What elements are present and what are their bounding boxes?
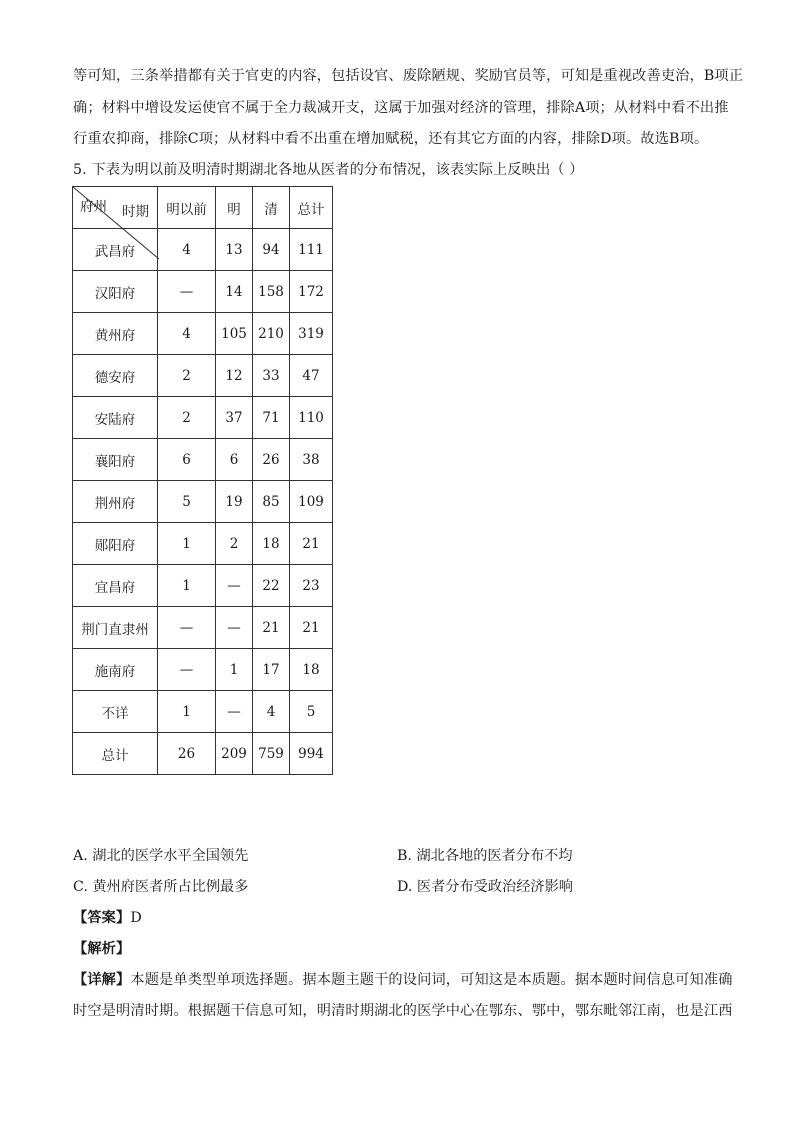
table-row: [73, 523, 333, 565]
table-cell: 4: [158, 313, 216, 355]
table-cell: 111: [290, 229, 333, 271]
table-cell: 13: [216, 229, 253, 271]
table-cell: 47: [290, 355, 333, 397]
table-cell: —: [216, 565, 253, 607]
detail-line-1: [73, 970, 733, 990]
table-cell: 6: [158, 439, 216, 481]
table-cell: 襄阳府: [73, 439, 158, 481]
table-cell: —: [216, 691, 253, 733]
period-label: 时期: [122, 204, 149, 220]
prefecture-label: 府州: [80, 199, 107, 215]
table-cell: 172: [290, 271, 333, 313]
table-cell: 21: [290, 607, 333, 649]
table-cell: 施南府: [73, 649, 158, 691]
table-cell: 759: [253, 733, 290, 775]
table-cell: 21: [290, 523, 333, 565]
table-row: [73, 439, 333, 481]
answer-label: 【答案】: [73, 910, 131, 926]
option-d: D. 医者分布受政治经济影响: [397, 879, 573, 895]
table-cell: 1: [216, 649, 253, 691]
table-cell: 94: [253, 229, 290, 271]
table-cell: 158: [253, 271, 290, 313]
table-cell: 荆门直隶州: [73, 607, 158, 649]
table-cell: 2: [216, 523, 253, 565]
table-cell: 21: [253, 607, 290, 649]
table-cell: 109: [290, 481, 333, 523]
table-cell: 33: [253, 355, 290, 397]
table-cell: 4: [253, 691, 290, 733]
table-cell: 85: [253, 481, 290, 523]
table-cell: 荆州府: [73, 481, 158, 523]
table-cell: 38: [290, 439, 333, 481]
table-row: [73, 607, 333, 649]
table-cell: 1: [158, 691, 216, 733]
table-row: [73, 355, 333, 397]
table-cell: 23: [290, 565, 333, 607]
intro-line-1: 等可知，三条举措都有关于官吏的内容，包括设官、废除陋规、奖励官员等，可知是重视改善吏治，B项正: [73, 68, 744, 84]
table-header-row: [73, 187, 333, 229]
table-row: [73, 313, 333, 355]
table-cell: 12: [216, 355, 253, 397]
table-cell: —: [158, 607, 216, 649]
detail-text-1: 本题是单类型单项选择题。据本题主题干的设问词，可知这是本质题。据本题时间信息可知准确: [130, 972, 733, 988]
table-row: [73, 733, 333, 775]
table-cell: 郧阳府: [73, 523, 158, 565]
option-b: B. 湖北各地的医者分布不均: [397, 848, 573, 864]
intro-line-2: 确；材料中增设发运使官不属于全力裁减开支，这属于加强对经济的管理，排除A项；从材料中看不出推: [73, 100, 729, 116]
table-cell: —: [216, 607, 253, 649]
table-cell: 德安府: [73, 355, 158, 397]
table-cell: 209: [216, 733, 253, 775]
table-cell: —: [158, 649, 216, 691]
table-cell: 不详: [73, 691, 158, 733]
table-cell: 994: [290, 733, 333, 775]
table-cell: 1: [158, 565, 216, 607]
table-cell: 总计: [73, 733, 158, 775]
table-cell: 2: [158, 355, 216, 397]
intro-line-3: 行重农抑商，排除C项；从材料中看不出重在增加赋税，还有其它方面的内容，排除D项。故选B项。: [73, 131, 709, 147]
table-cell: 武昌府: [73, 229, 158, 271]
table-cell: 汉阳府: [73, 271, 158, 313]
table-cell: 18: [290, 649, 333, 691]
table-cell: 2: [158, 397, 216, 439]
table-cell: 18: [253, 523, 290, 565]
distribution-table: [72, 186, 333, 775]
table-cell: 6: [216, 439, 253, 481]
table-cell: —: [158, 271, 216, 313]
table-row: [73, 481, 333, 523]
table-cell: 37: [216, 397, 253, 439]
table-cell: 105: [216, 313, 253, 355]
column-header: 清: [253, 187, 290, 229]
detail-label: 【详解】: [73, 972, 131, 988]
table-cell: 黄州府: [73, 313, 158, 355]
table-cell: 1: [158, 523, 216, 565]
column-header: 明以前: [158, 187, 216, 229]
option-a: A. 湖北的医学水平全国领先: [73, 848, 249, 864]
column-header: 总计: [290, 187, 333, 229]
table-cell: 4: [158, 229, 216, 271]
table-cell: 19: [216, 481, 253, 523]
answer-line: [73, 908, 723, 928]
table-cell: 26: [158, 733, 216, 775]
table-cell: 5: [158, 481, 216, 523]
answer-value: D: [130, 910, 142, 926]
column-header: 明: [216, 187, 253, 229]
table-cell: 5: [290, 691, 333, 733]
table-row: [73, 691, 333, 733]
table-cell: 宜昌府: [73, 565, 158, 607]
table-cell: 14: [216, 271, 253, 313]
table-cell: 26: [253, 439, 290, 481]
table-row: [73, 649, 333, 691]
table-row: [73, 271, 333, 313]
diagonal-header-cell: [73, 187, 158, 229]
detail-line-2: 时空是明清时期。根据题干信息可知，明清时期湖北的医学中心在鄂东、鄂中，鄂东毗邻江南，也是江西: [73, 1003, 733, 1019]
table-cell: 319: [290, 313, 333, 355]
table-cell: 22: [253, 565, 290, 607]
table-cell: 17: [253, 649, 290, 691]
table-cell: 110: [290, 397, 333, 439]
option-c: C. 黄州府医者所占比例最多: [73, 879, 249, 895]
question-stem: 5. 下表为明以前及明清时期湖北各地从医者的分布情况，该表实际上反映出（ ）: [73, 162, 584, 178]
table-row: [73, 565, 333, 607]
table-row: [73, 397, 333, 439]
table-cell: 71: [253, 397, 290, 439]
analysis-label: 【解析】: [73, 941, 131, 957]
table-cell: 210: [253, 313, 290, 355]
table-cell: 安陆府: [73, 397, 158, 439]
